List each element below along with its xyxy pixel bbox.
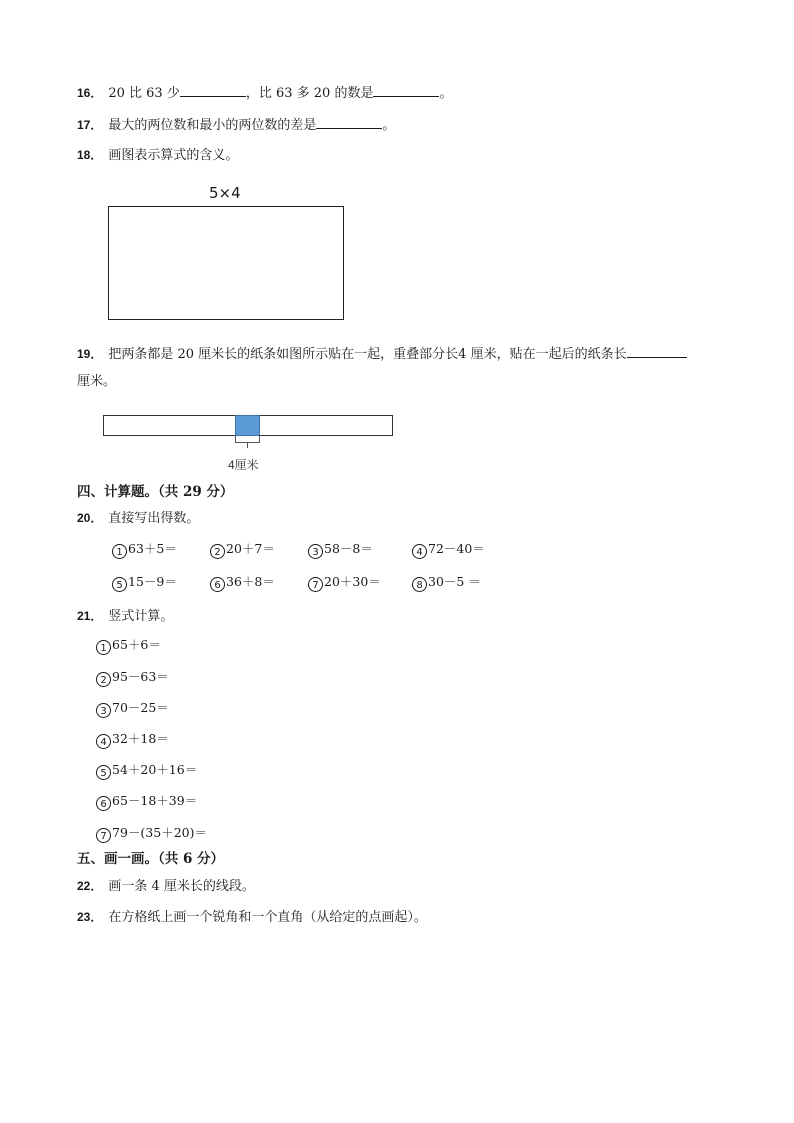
oral-item xyxy=(308,574,381,592)
circled-number: 6 xyxy=(210,577,225,592)
expression: 36＋8＝ xyxy=(226,574,275,589)
vertical-calc-item xyxy=(96,793,197,811)
answer-blank[interactable] xyxy=(373,83,439,97)
circled-number: 2 xyxy=(96,672,111,687)
expression: 95－63＝ xyxy=(112,669,169,684)
question-text: 画一条 4 厘米长的线段。 xyxy=(108,879,255,894)
question-text: 20 比 63 少 xyxy=(108,86,180,101)
circled-number: 6 xyxy=(96,796,111,811)
question-19 xyxy=(77,344,687,364)
question-text: ，比 63 多 20 的数是 xyxy=(245,86,374,101)
circled-number: 1 xyxy=(96,640,111,655)
expression-caption: 5×4 xyxy=(209,184,241,202)
expression: 20＋7＝ xyxy=(226,541,275,556)
oral-item xyxy=(112,574,177,592)
expression: 58－8＝ xyxy=(324,541,373,556)
question-text: 直接写出得数。 xyxy=(108,511,200,526)
expression: 70－25＝ xyxy=(112,700,169,715)
oral-item xyxy=(210,574,275,592)
vertical-calc-item xyxy=(96,825,207,843)
circled-number: 7 xyxy=(308,577,323,592)
expression: 65－18＋39＝ xyxy=(112,793,198,808)
circled-number: 3 xyxy=(96,703,111,718)
expression: 72－40＝ xyxy=(428,541,485,556)
question-number: 19． xyxy=(77,347,103,361)
vertical-calc-item xyxy=(96,700,169,718)
vertical-calc-item xyxy=(96,762,197,780)
question-text: 。 xyxy=(382,118,396,133)
circled-number: 8 xyxy=(412,577,427,592)
section-heading-5: 五、画一画。（共 6 分） xyxy=(77,851,225,867)
circled-number: 4 xyxy=(412,544,427,559)
expression: 15－9＝ xyxy=(128,574,177,589)
answer-blank[interactable] xyxy=(316,115,382,129)
circled-number: 5 xyxy=(112,577,127,592)
answer-blank[interactable] xyxy=(627,344,687,358)
question-number: 17． xyxy=(77,118,103,132)
vertical-calc-item xyxy=(96,669,169,687)
question-text: 最大的两位数和最小的两位数的差是 xyxy=(108,118,317,133)
circled-number: 7 xyxy=(96,828,111,843)
oral-item xyxy=(412,574,481,592)
vertical-calc-item xyxy=(96,731,169,749)
question-text: 。 xyxy=(439,86,453,101)
overlap-label: 4厘米 xyxy=(228,458,259,472)
question-18 xyxy=(77,146,238,165)
question-number: 22． xyxy=(77,879,103,893)
oral-item xyxy=(210,541,275,559)
question-text: 把两条都是 20 厘米长的纸条如图所示贴在一起，重叠部分长4 厘米，贴在一起后的纸条长 xyxy=(108,347,627,362)
circled-number: 4 xyxy=(96,734,111,749)
question-text: 画图表示算式的含义。 xyxy=(108,148,239,163)
oral-item xyxy=(412,541,485,559)
circled-number: 1 xyxy=(112,544,127,559)
question-21 xyxy=(77,607,173,626)
question-number: 18． xyxy=(77,148,103,162)
expression: 20＋30＝ xyxy=(324,574,381,589)
question-number: 23． xyxy=(77,910,103,924)
expression: 63＋5＝ xyxy=(128,541,177,556)
question-20 xyxy=(77,509,199,528)
question-text: 竖式计算。 xyxy=(108,609,174,624)
question-text: 厘米。 xyxy=(77,374,117,389)
drawing-box[interactable] xyxy=(108,206,344,320)
oral-item xyxy=(112,541,177,559)
expression: 54＋20＋16＝ xyxy=(112,762,198,777)
expression: 30－5 ＝ xyxy=(428,574,481,589)
section-heading-4: 四、计算题。（共 29 分） xyxy=(77,484,234,500)
oral-item xyxy=(308,541,373,559)
vertical-calc-item xyxy=(96,637,161,655)
expression: 65＋6＝ xyxy=(112,637,161,652)
measure-bracket xyxy=(235,436,260,443)
question-number: 16． xyxy=(77,86,103,100)
question-17 xyxy=(77,115,395,135)
overlap-segment xyxy=(235,415,260,436)
expression: 79－(35＋20)＝ xyxy=(112,825,207,840)
question-text: 在方格纸上画一个锐角和一个直角（从给定的点画起）。 xyxy=(108,910,427,925)
question-number: 21． xyxy=(77,609,103,623)
circled-number: 3 xyxy=(308,544,323,559)
question-19-continued xyxy=(77,373,116,391)
expression: 32＋18＝ xyxy=(112,731,169,746)
answer-blank[interactable] xyxy=(180,83,246,97)
question-23 xyxy=(77,908,427,927)
measure-bracket-tick xyxy=(247,443,248,448)
circled-number: 5 xyxy=(96,765,111,780)
question-number: 20． xyxy=(77,511,103,525)
question-16 xyxy=(77,83,452,103)
circled-number: 2 xyxy=(210,544,225,559)
question-22 xyxy=(77,877,255,896)
